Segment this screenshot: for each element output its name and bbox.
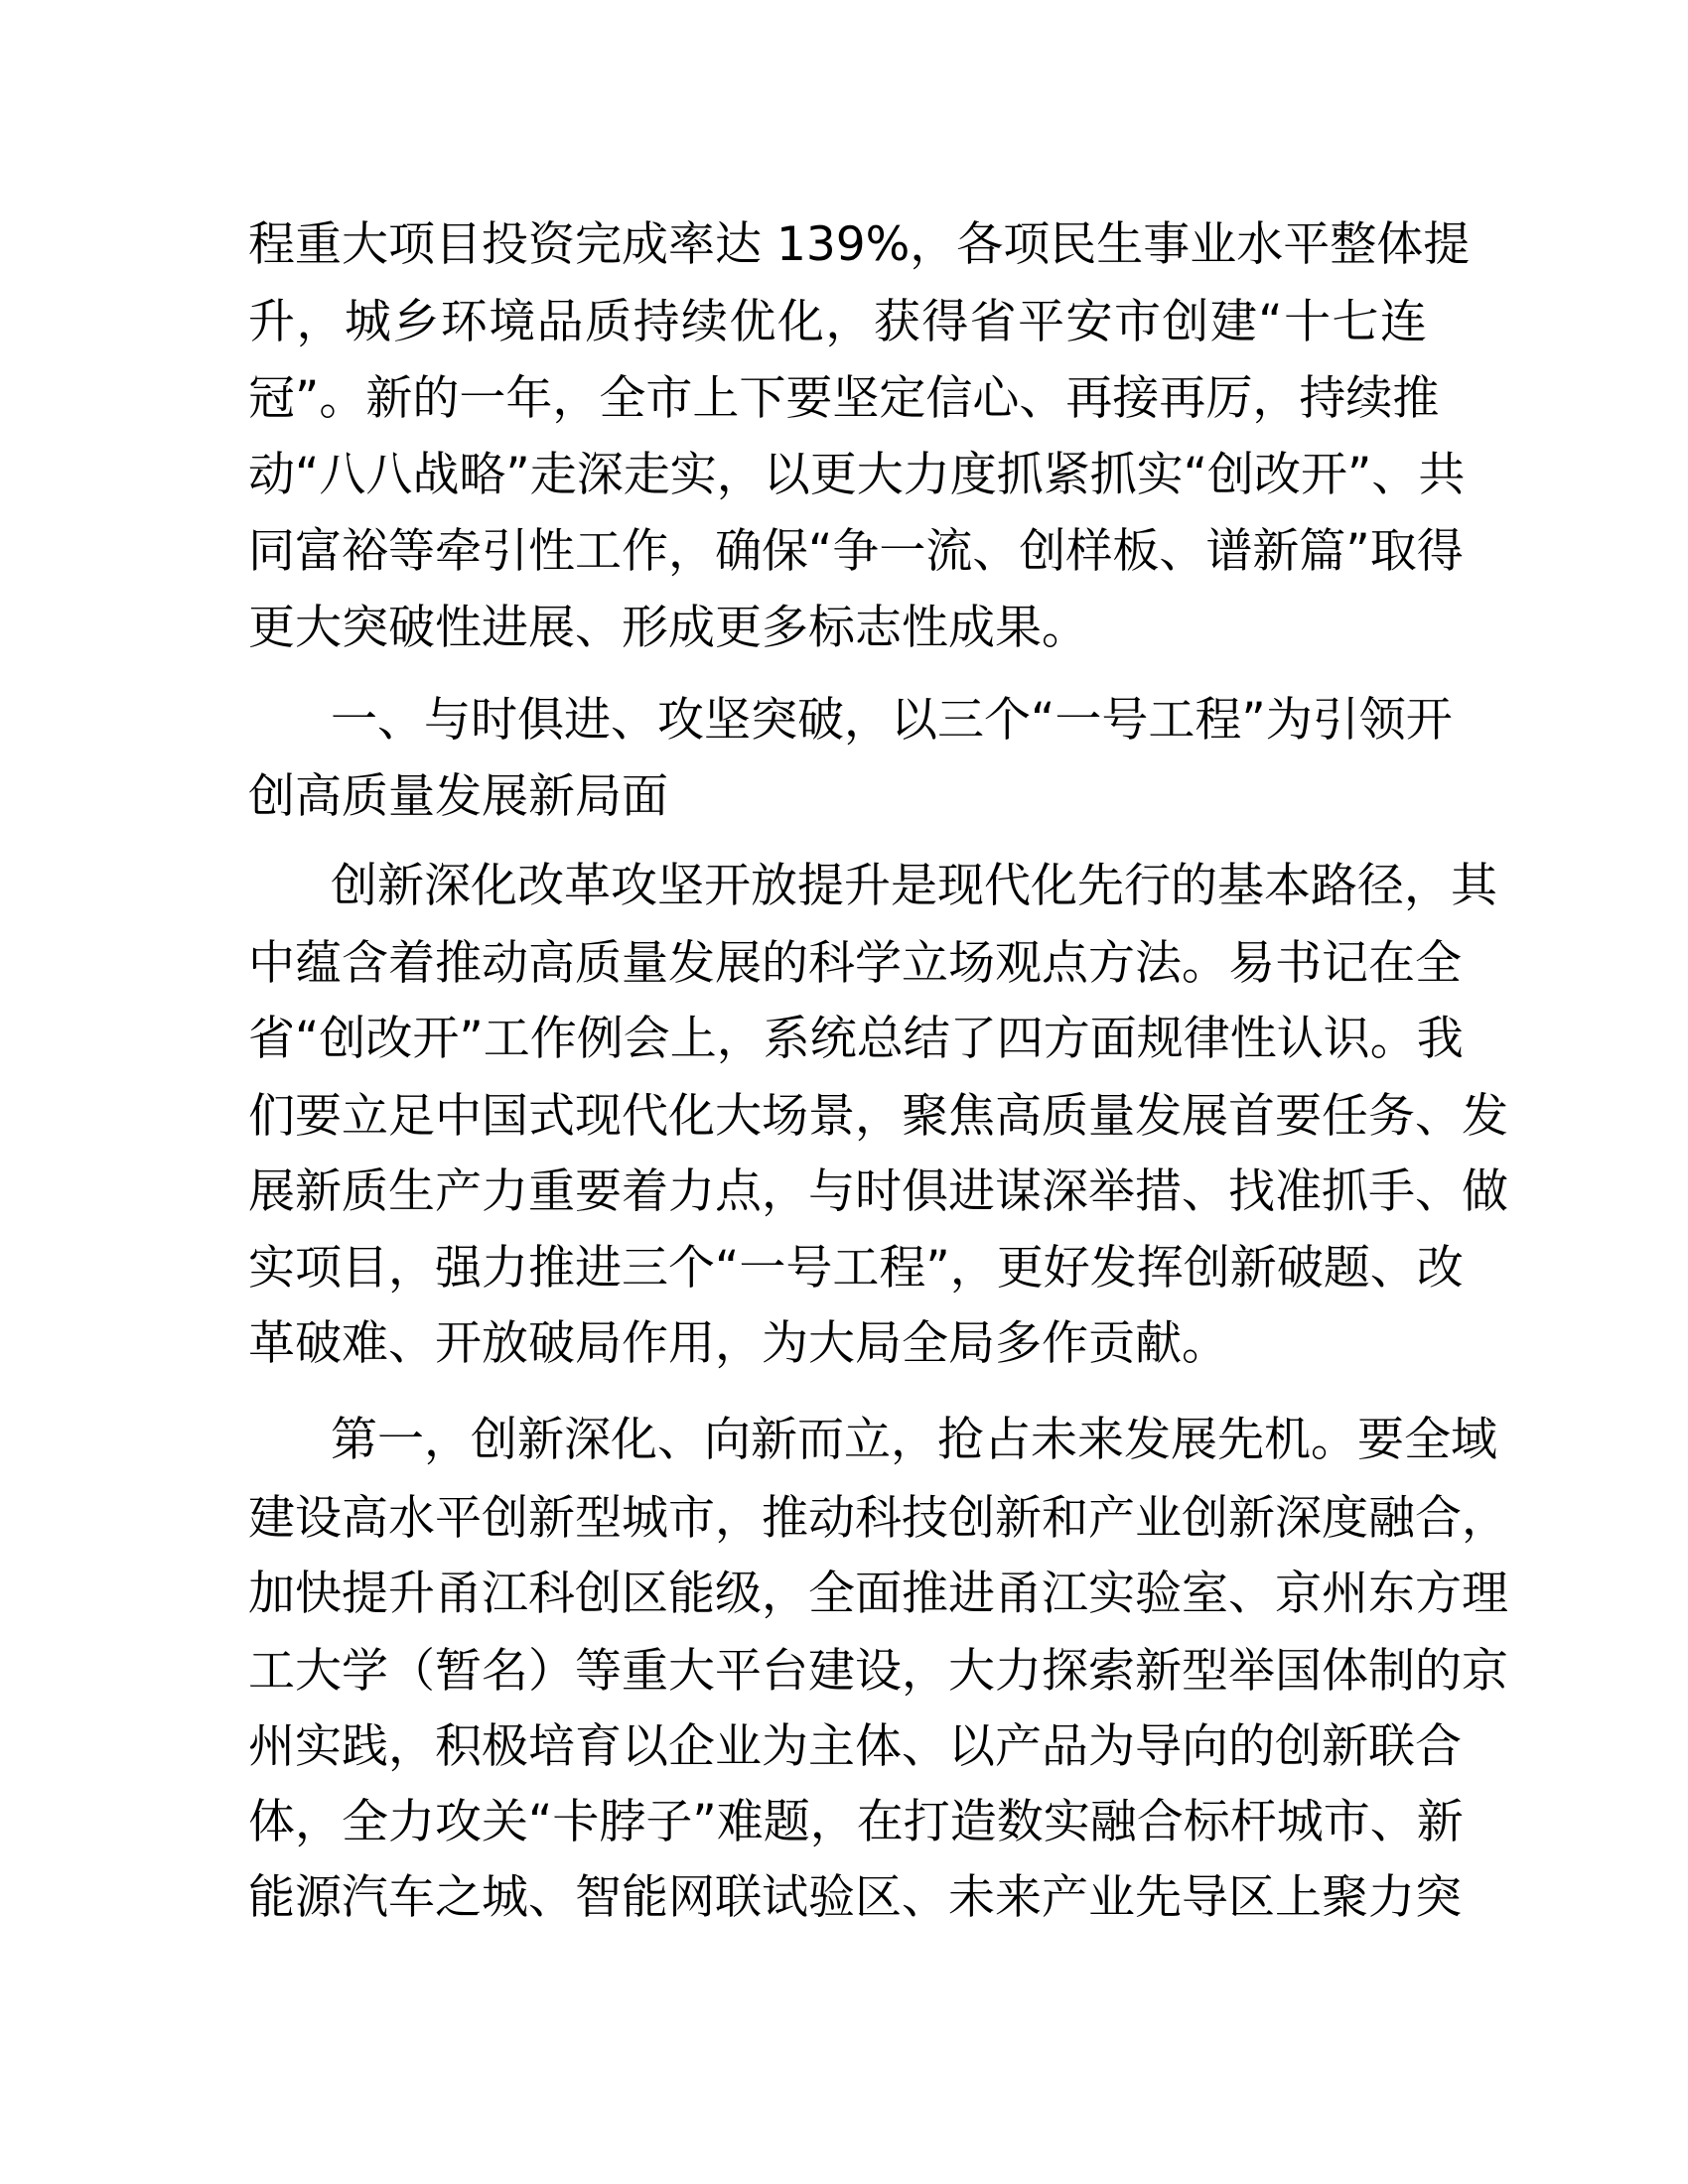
text-line: 升，城乡环境品质持续优化，获得省平安市创建“十七连 xyxy=(248,295,1427,349)
text-line: 动“八八战略”走深走实，以更大力度抓紧抓实“创改开”、共 xyxy=(248,448,1466,502)
text-line: 体，全力攻关“卡脖子”难题，在打造数实融合标杆城市、新 xyxy=(248,1795,1464,1849)
text-line: 工大学（暂名）等重大平台建设，大力探索新型举国体制的京 xyxy=(248,1644,1508,1699)
text-line: 建设高水平创新型城市，推动科技创新和产业创新深度融合， xyxy=(248,1491,1508,1546)
text-line: 更大突破性进展、形成更多标志性成果。 xyxy=(248,601,1088,655)
text-line: 第一，创新深化、向新而立，抢占未来发展先机。要全域 xyxy=(331,1413,1497,1467)
text-line: 能源汽车之城、智能网联试验区、未来产业先导区上聚力突 xyxy=(248,1870,1462,1925)
text-line: 州实践，积极培育以企业为主体、以产品为导向的创新联合 xyxy=(248,1719,1462,1774)
text-line: 们要立足中国式现代化大场景，聚焦高质量发展首要任务、发 xyxy=(248,1089,1508,1144)
text-line: 中蕴含着推动高质量发展的科学立场观点方法。易书记在全 xyxy=(248,936,1462,991)
text-line: 同富裕等牵引性工作，确保“争一流、创样板、谱新篇”取得 xyxy=(248,524,1464,579)
heading-line: 一、与时俱进、攻坚突破，以三个“一号工程”为引领开 xyxy=(331,693,1453,748)
text-line: 程重大项目投资完成率达 139%，各项民生事业水平整体提 xyxy=(248,217,1471,272)
text-line: 实项目，强力推进三个“一号工程”，更好发挥创新破题、改 xyxy=(248,1241,1464,1296)
text-line: 创新深化改革攻坚开放提升是现代化先行的基本路径，其 xyxy=(331,859,1497,913)
text-line: 展新质生产力重要着力点，与时俱进谋深举措、找准抓手、做 xyxy=(248,1164,1508,1219)
text-line: 革破难、开放破局作用，为大局全局多作贡献。 xyxy=(248,1316,1228,1371)
text-line: 冠”。新的一年，全市上下要坚定信心、再接再厉，持续推 xyxy=(248,371,1440,426)
heading-line: 创高质量发展新局面 xyxy=(248,769,668,824)
text-line: 加快提升甬江科创区能级，全面推进甬江实验室、京州东方理 xyxy=(248,1567,1508,1621)
text-line: 省“创改开”工作例会上，系统总结了四方面规律性认识。我 xyxy=(248,1012,1464,1066)
